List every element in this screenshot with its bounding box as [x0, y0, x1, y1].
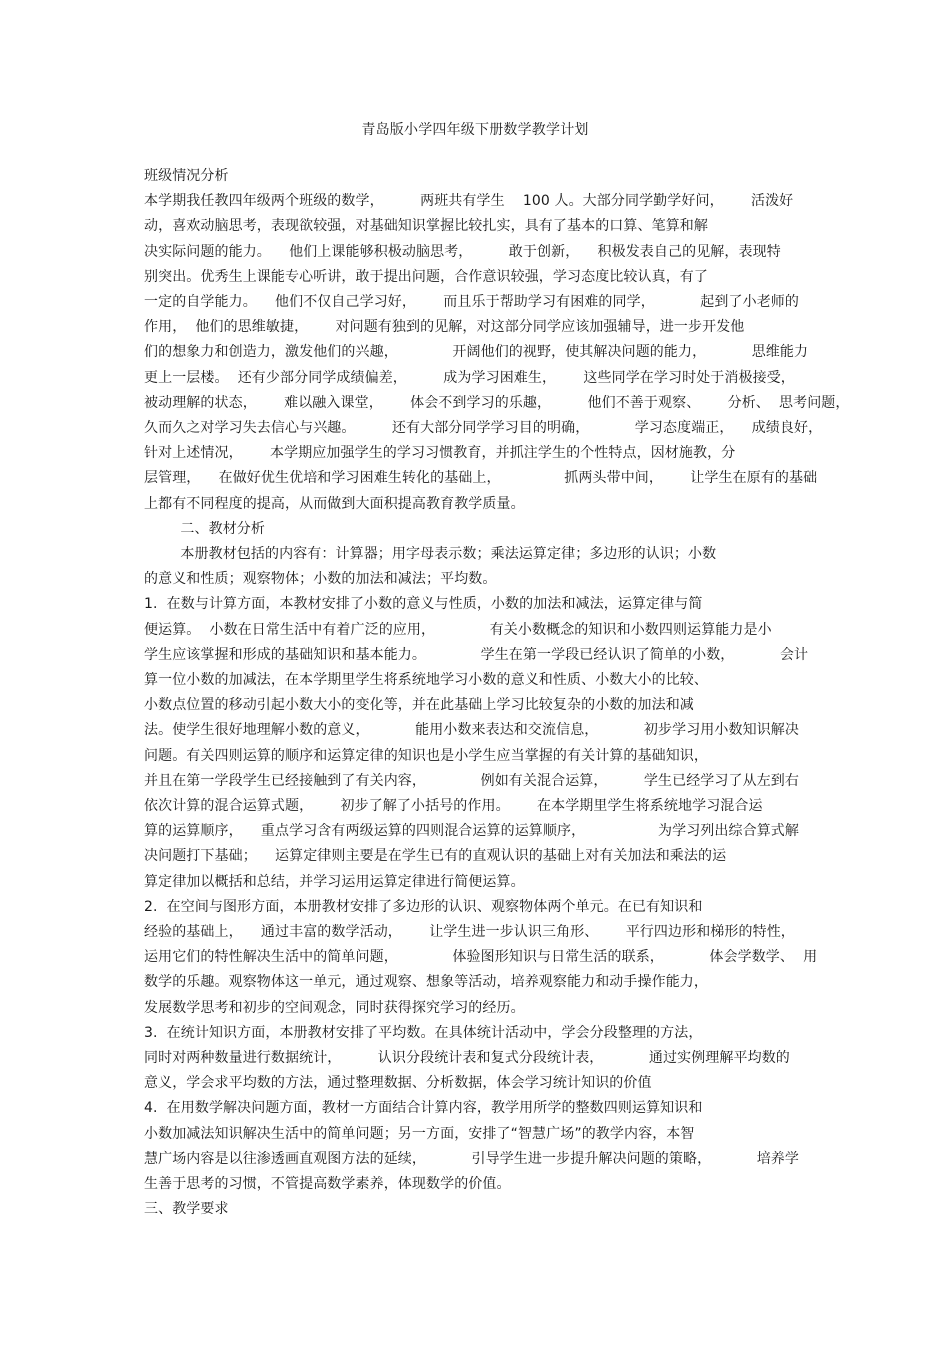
text-line: 慧广场内容是以往渗透画直观图方法的延续， 引导学生进一步提升解决问题的策略， 培养学 — [144, 1151, 800, 1167]
text-line: 经验的基础上， 通过丰富的数学活动， 让学生进一步认识三角形、 平行四边形和梯形的特性， — [144, 924, 795, 940]
text-line: 一定的自学能力。 他们不仅自己学习好， 而且乐于帮助学习有困难的同学， 起到了小老师的 — [144, 294, 800, 310]
text-line: 的意义和性质；观察物体；小数的加法和减法；平均数。 — [144, 571, 497, 587]
text-line: 学生应该掌握和形成的基础知识和基本能力。 学生在第一学段已经认识了简单的小数， 会计 — [144, 647, 809, 663]
text-line: 1. 在数与计算方面，本教材安排了小数的意义与性质，小数的加法和减法，运算定律与简 — [144, 596, 703, 612]
text-line: 依次计算的混合运算式题， 初步了解了小括号的作用。 在本学期里学生将系统地学习混合运 — [144, 798, 763, 814]
text-line: 4. 在用数学解决问题方面，教材一方面结合计算内容，教学用所学的整数四则运算知识和 — [144, 1100, 703, 1116]
text-line: 意义，学会求平均数的方法，通过整理数据、分析数据，体会学习统计知识的价值 — [144, 1075, 652, 1091]
text-line: 动，喜欢动脑思考，表现欲较强，对基础知识掌握比较扎实，具有了基本的口算、笔算和解 — [144, 218, 708, 234]
text-line: 本学期我任教四年级两个班级的数学， 两班共有学生 100 人。大部分同学勤学好问， 活泼好 — [144, 193, 794, 209]
text-line: 小数点位置的移动引起小数大小的变化等，并在此基础上学习比较复杂的小数的加法和减 — [144, 697, 694, 713]
text-line: 三、教学要求 — [144, 1201, 229, 1217]
text-line: 班级情况分析 — [144, 168, 229, 184]
text-line: 便运算。 小数在日常生活中有着广泛的应用， 有关小数概念的知识和小数四则运算能力是小 — [144, 622, 772, 638]
text-line: 被动理解的状态， 难以融入课堂， 体会不到学习的乐趣， 他们不善于观察、 分析、 思考问题， — [144, 395, 850, 411]
text-line: 运用它们的特性解决生活中的简单问题， 体验图形知识与日常生活的联系， 体会学数学、 用 — [144, 949, 818, 965]
text-line: 2. 在空间与图形方面，本册教材安排了多边形的认识、观察物体两个单元。在已有知识和 — [144, 899, 703, 915]
text-line: 本册教材包括的内容有：计算器；用字母表示数；乘法运算定律；多边形的认识；小数 — [144, 546, 717, 562]
document-title: 青岛版小学四年级下册数学教学计划 — [361, 122, 589, 138]
text-line: 数学的乐趣。观察物体这一单元，通过观察、想象等活动，培养观察能力和动手操作能力， — [144, 974, 708, 990]
text-line: 算一位小数的加减法，在本学期里学生将系统地学习小数的意义和性质、小数大小的比较、 — [144, 672, 708, 688]
text-line: 针对上述情况， 本学期应加强学生的学习习惯教育，并抓注学生的个性特点，因材施教，分 — [144, 445, 736, 461]
text-line: 3. 在统计知识方面，本册教材安排了平均数。在具体统计活动中，学会分段整理的方法， — [144, 1025, 703, 1041]
text-line: 法。使学生很好地理解小数的意义， 能用小数来表达和交流信息， 初步学习用小数知识解决 — [144, 722, 800, 738]
text-line: 问题。有关四则运算的顺序和运算定律的知识也是小学生应当掌握的有关计算的基础知识， — [144, 748, 708, 764]
text-line: 上都有不同程度的提高，从而做到大面积提高教育教学质量。 — [144, 496, 525, 512]
text-line: 久而久之对学习失去信心与兴趣。 还有大部分同学学习目的明确， 学习态度端正， 成绩良好， — [144, 420, 823, 436]
text-line: 决问题打下基础； 运算定律则主要是在学生已有的直观认识的基础上对有关加法和乘法的运 — [144, 848, 727, 864]
text-line: 们的想象力和创造力，激发他们的兴趣， 开阔他们的视野，使其解决问题的能力， 思维能力 — [144, 344, 809, 360]
text-line: 发展数学思考和初步的空间观念，同时获得探究学习的经历。 — [144, 1000, 525, 1016]
text-line: 更上一层楼。 还有少部分同学成绩偏差， 成为学习困难生， 这些同学在学习时处于消极接受， — [144, 370, 795, 386]
text-line: 二、教材分析 — [144, 521, 266, 537]
text-line: 生善于思考的习惯，不管提高数学素养，体现数学的价值。 — [144, 1176, 511, 1192]
text-line: 同时对两种数量进行数据统计， 认识分段统计表和复式分段统计表， 通过实例理解平均数的 — [144, 1050, 790, 1066]
text-line: 层管理， 在做好优生优培和学习困难生转化的基础上， 抓两头带中间， 让学生在原有的基础 — [144, 470, 818, 486]
text-line: 算定律加以概括和总结，并学习运用运算定律进行简便运算。 — [144, 874, 525, 890]
text-line: 决实际问题的能力。 他们上课能够积极动脑思考， 敢于创新， 积极发表自己的见解，表现特 — [144, 244, 781, 260]
text-line: 算的运算顺序， 重点学习含有两级运算的四则混合运算的运算顺序， 为学习列出综合算式解 — [144, 823, 800, 839]
text-line: 别突出。优秀生上课能专心听讲，敢于提出问题，合作意识较强，学习态度比较认真，有了 — [144, 269, 708, 285]
text-line: 作用， 他们的思维敏捷， 对问题有独到的见解，对这部分同学应该加强辅导，进一步开发他 — [144, 319, 745, 335]
text-line: 小数加减法知识解决生活中的简单问题；另一方面，安排了“智慧广场”的教学内容，本智 — [144, 1126, 695, 1142]
text-line: 并且在第一学段学生已经接触到了有关内容， 例如有关混合运算， 学生已经学习了从左到右 — [144, 773, 800, 789]
